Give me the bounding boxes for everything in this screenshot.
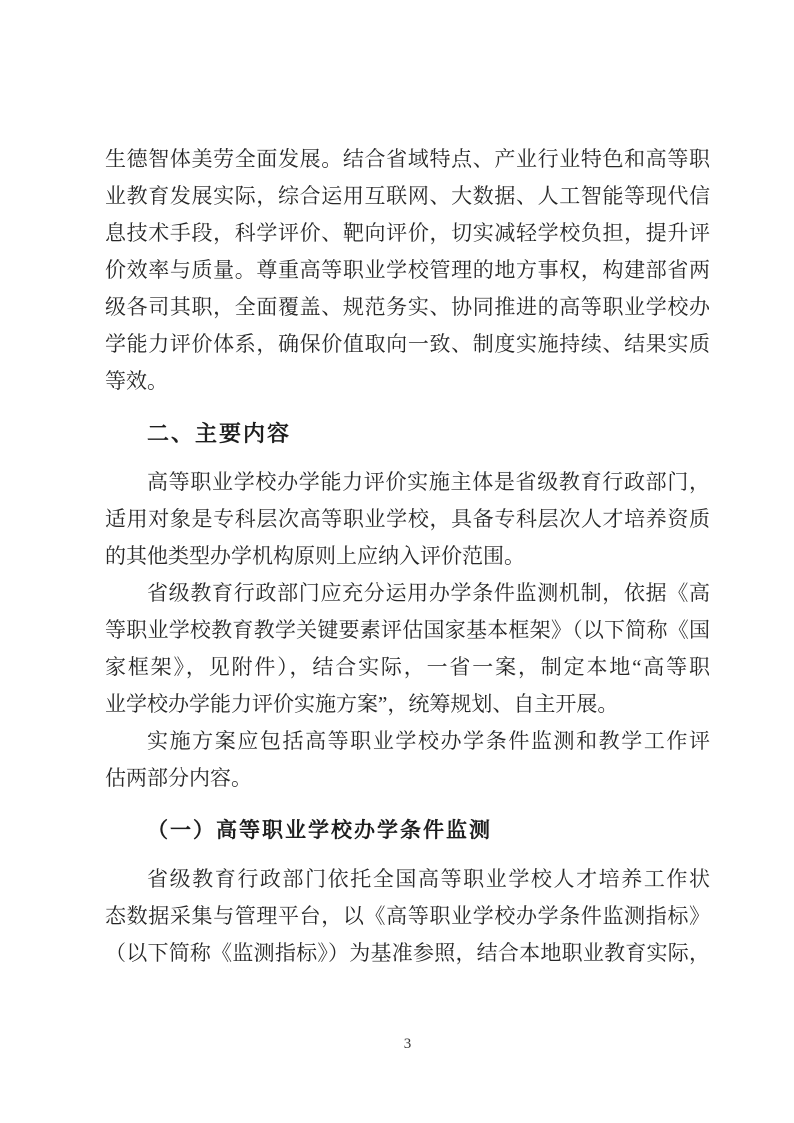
text-line: 级各司其职，全面覆盖、规范务实、协同推进的高等职业学校办: [105, 295, 710, 319]
paragraph-continuation: [105, 141, 710, 400]
text-line: 价效率与质量。尊重高等职业学校管理的地方事权，构建部省两: [105, 258, 710, 282]
text-line: 业教育发展实际，综合运用互联网、大数据、人工智能等现代信: [105, 184, 710, 208]
paragraph-monitoring: [105, 861, 710, 972]
section-heading-main: 二、主要内容: [147, 421, 292, 446]
text-line: 实施方案应包括高等职业学校办学条件监测和教学工作评: [147, 729, 710, 753]
text-line: 业学校办学能力评价实施方案”，统筹规划、自主开展。: [105, 692, 619, 716]
text-line: 家框架》，见附件），结合实际，一省一案，制定本地“高等职: [105, 655, 710, 679]
text-line: 适用对象是专科层次高等职业学校，具备专科层次人才培养资质: [105, 507, 710, 531]
page-number: 3: [403, 1036, 412, 1052]
paragraph-scope: [105, 464, 710, 575]
paragraph-framework: [105, 575, 710, 723]
text-line: 的其他类型办学机构原则上应纳入评价范围。: [105, 544, 525, 568]
text-line: 学能力评价体系，确保价值取向一致、制度实施持续、结果实质: [105, 332, 710, 356]
text-line: 态数据采集与管理平台，以《高等职业学校办学条件监测指标》: [105, 904, 710, 928]
text-line: 息技术手段，科学评价、靶向评价，切实减轻学校负担，提升评: [105, 221, 710, 245]
text-line: （以下简称《监测指标》）为基准参照，结合本地职业教育实际，: [105, 941, 710, 965]
text-line: 等职业学校教育教学关键要素评估国家基本框架》（以下简称《国: [105, 618, 710, 642]
text-line: 生德智体美劳全面发展。结合省域特点、产业行业特色和高等职: [105, 147, 710, 171]
text-line: 省级教育行政部门应充分运用办学条件监测机制，依据《高: [147, 581, 710, 605]
text-line: 高等职业学校办学能力评价实施主体是省级教育行政部门，: [147, 470, 710, 494]
text-line: 等效。: [105, 369, 168, 393]
text-line: 估两部分内容。: [105, 766, 252, 790]
section-heading-sub: （一）高等职业学校办学条件监测: [147, 818, 492, 842]
paragraph-plan-contents: [105, 723, 710, 797]
page-content: [105, 141, 710, 972]
text-line: 省级教育行政部门依托全国高等职业学校人才培养工作状: [147, 867, 710, 891]
